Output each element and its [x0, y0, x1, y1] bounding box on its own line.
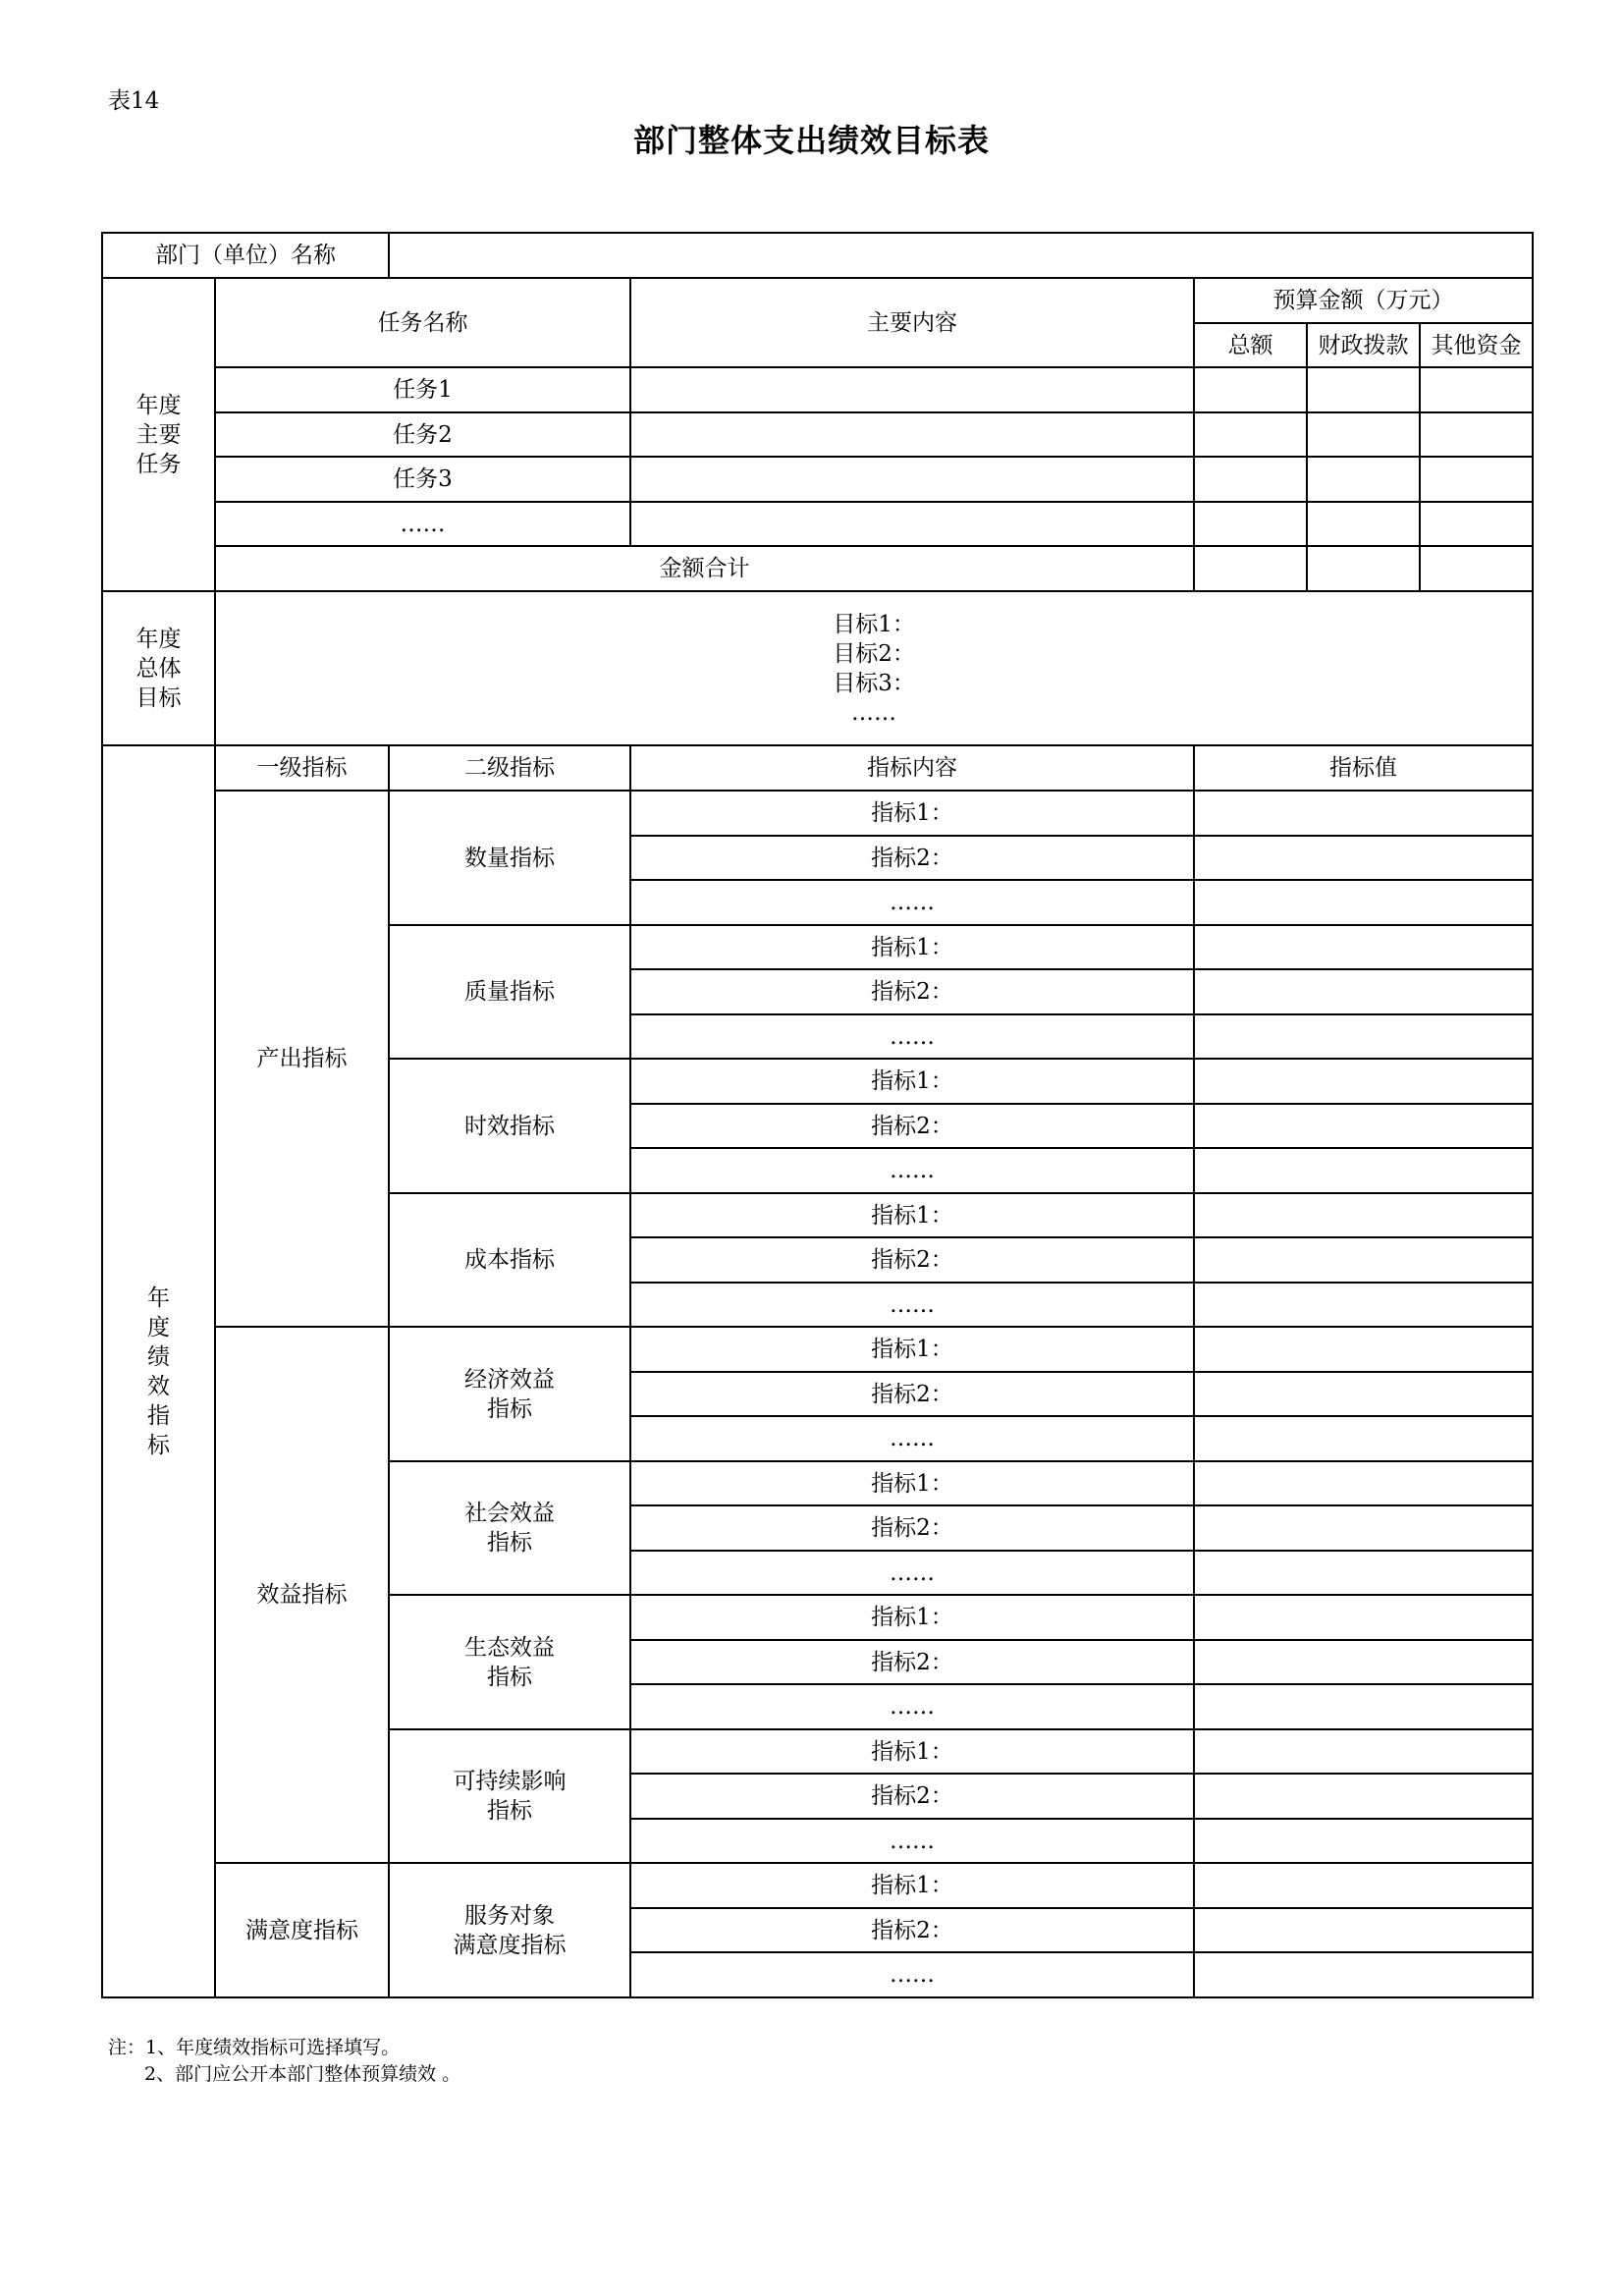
level2-indicator-line: 时效指标 [464, 1113, 555, 1139]
indicator-value-field[interactable] [1194, 1193, 1533, 1237]
task-other-field[interactable] [1420, 412, 1533, 457]
indicator-row [102, 1327, 1533, 1372]
indicator-content-field[interactable]: …… [630, 880, 1194, 925]
indicator-value-field[interactable] [1194, 880, 1533, 925]
indicator-value-field[interactable] [1194, 1104, 1533, 1148]
sum-label: 金额合计 [215, 546, 1194, 591]
level2-indicator-line: 指标 [487, 1664, 532, 1690]
note-2: 2、部门应公开本部门整体预算绩效 。 [144, 2063, 461, 2085]
table-number: 表14 [108, 88, 160, 114]
indicator-value-field[interactable] [1194, 1461, 1533, 1505]
indicator-row [102, 1863, 1533, 1908]
level1-indicator: 产出指标 [215, 791, 389, 1327]
level1-indicator: 效益指标 [215, 1327, 389, 1863]
section-annual-tasks-line: 主要 [135, 421, 182, 448]
indicator-content-field[interactable]: 指标1： [630, 1327, 1194, 1372]
section-annual-goals-line: 总体 [135, 655, 182, 682]
indicator-value-field[interactable] [1194, 1148, 1533, 1193]
task-row [102, 502, 1533, 546]
indicator-value-field[interactable] [1194, 791, 1533, 836]
header-main-content: 主要内容 [630, 278, 1194, 367]
indicator-value-field[interactable] [1194, 969, 1533, 1014]
level1-indicator: 满意度指标 [215, 1863, 389, 1997]
level2-indicator-line: 社会效益 [464, 1501, 555, 1526]
indicator-content-field[interactable]: 指标2： [630, 969, 1194, 1014]
level2-indicator [389, 1193, 630, 1327]
level2-indicator [389, 791, 630, 925]
sum-other-field[interactable] [1420, 546, 1533, 591]
indicator-value-field[interactable] [1194, 1952, 1533, 1997]
indicator-content-field[interactable]: …… [630, 1416, 1194, 1461]
indicator-content-field[interactable]: …… [630, 1551, 1194, 1595]
task-content-field[interactable] [630, 457, 1194, 502]
indicator-content-field[interactable]: 指标1： [630, 791, 1194, 836]
indicator-value-field[interactable] [1194, 1729, 1533, 1774]
section-annual-indicators-line: 标 [147, 1432, 170, 1458]
level2-indicator-line: 满意度指标 [453, 1932, 567, 1958]
indicator-value-field[interactable] [1194, 1416, 1533, 1461]
level2-indicator-line: 指标 [487, 1395, 532, 1422]
indicator-content-field[interactable]: 指标2： [630, 1908, 1194, 1952]
task-other-field[interactable] [1420, 457, 1533, 502]
task-row [102, 412, 1533, 457]
dept-row [102, 233, 1533, 278]
task-content-field[interactable] [630, 412, 1194, 457]
indicator-value-field[interactable] [1194, 1283, 1533, 1327]
indicator-content-field[interactable]: 指标2： [630, 1640, 1194, 1684]
level2-indicator [389, 1059, 630, 1193]
header-level2: 二级指标 [389, 745, 630, 791]
indicator-content-field[interactable]: 指标2： [630, 1372, 1194, 1416]
level2-indicator-line: 成本指标 [464, 1247, 555, 1273]
level2-indicator-line: 服务对象 [464, 1902, 555, 1929]
section-annual-indicators-line: 效 [147, 1373, 170, 1399]
header-fiscal: 财政拨款 [1307, 323, 1420, 367]
header-task-name: 任务名称 [215, 278, 630, 367]
task-name: 任务2 [215, 412, 630, 457]
section-annual-goals [102, 591, 215, 745]
indicator-content-field[interactable]: 指标1： [630, 1595, 1194, 1640]
indicator-value-field[interactable] [1194, 1505, 1533, 1551]
indicator-value-field[interactable] [1194, 1819, 1533, 1863]
indicator-value-field[interactable] [1194, 1595, 1533, 1640]
indicator-value-field[interactable] [1194, 925, 1533, 969]
goal-item: 目标2： [833, 640, 915, 667]
indicator-content-field[interactable]: 指标2： [630, 1104, 1194, 1148]
section-annual-tasks-line: 年度 [135, 392, 182, 418]
header-budget: 预算金额（万元） [1194, 278, 1533, 323]
goal-item: 目标1： [833, 611, 915, 637]
level2-indicator-line: 质量指标 [464, 979, 555, 1005]
note-1: 注：1、年度绩效指标可选择填写。 [108, 2037, 401, 2058]
level2-indicator-line: 可持续影响 [453, 1769, 567, 1794]
indicator-value-field[interactable] [1194, 1237, 1533, 1283]
indicator-content-field[interactable]: 指标2： [630, 1237, 1194, 1283]
level2-indicator [389, 1461, 630, 1595]
task-name: …… [215, 502, 630, 546]
indicator-content-field[interactable]: …… [630, 1819, 1194, 1863]
dept-name-label: 部门（单位）名称 [102, 233, 389, 278]
task-content-field[interactable] [630, 367, 1194, 412]
task-total-field[interactable] [1194, 412, 1307, 457]
task-total-field[interactable] [1194, 457, 1307, 502]
indicator-content-field[interactable]: 指标2： [630, 836, 1194, 880]
task-name: 任务1 [215, 367, 630, 412]
indicator-value-field[interactable] [1194, 1014, 1533, 1059]
indicator-value-field[interactable] [1194, 1908, 1533, 1952]
indicator-content-field[interactable]: …… [630, 1014, 1194, 1059]
level2-indicator-line: 指标 [487, 1530, 532, 1556]
task-name: 任务3 [215, 457, 630, 502]
indicator-content-field[interactable]: 指标1： [630, 925, 1194, 969]
indicator-value-field[interactable] [1194, 1372, 1533, 1416]
indicator-row [102, 791, 1533, 836]
section-annual-indicators-line: 指 [147, 1402, 170, 1429]
task-fiscal-field[interactable] [1307, 502, 1420, 546]
indicator-value-field[interactable] [1194, 1863, 1533, 1908]
level2-indicator [389, 1729, 630, 1863]
level2-indicator [389, 1595, 630, 1729]
level2-indicator-line: 指标 [487, 1798, 532, 1824]
task-total-field[interactable] [1194, 367, 1307, 412]
section-annual-goals-line: 年度 [135, 626, 182, 652]
header-other: 其他资金 [1420, 323, 1533, 367]
header-level1: 一级指标 [215, 745, 389, 791]
indicator-content-field[interactable]: …… [630, 1148, 1194, 1193]
indicator-content-field[interactable]: 指标1： [630, 1729, 1194, 1774]
task-row [102, 457, 1533, 502]
indicator-content-field[interactable]: 指标1： [630, 1461, 1194, 1505]
sum-total-field[interactable] [1194, 546, 1307, 591]
section-annual-tasks-line: 任务 [135, 451, 182, 477]
section-annual-tasks [102, 278, 215, 591]
section-annual-indicators [102, 745, 215, 1997]
level2-indicator-line: 数量指标 [464, 845, 555, 871]
indicator-value-field[interactable] [1194, 1327, 1533, 1372]
task-fiscal-field[interactable] [1307, 367, 1420, 412]
indicator-content-field[interactable]: 指标1： [630, 1059, 1194, 1104]
task-other-field[interactable] [1420, 502, 1533, 546]
indicator-value-field[interactable] [1194, 836, 1533, 880]
indicator-content-field[interactable]: 指标2： [630, 1774, 1194, 1819]
task-fiscal-field[interactable] [1307, 457, 1420, 502]
task-fiscal-field[interactable] [1307, 412, 1420, 457]
indicator-content-field[interactable]: …… [630, 1952, 1194, 1997]
indicator-content-field[interactable]: 指标1： [630, 1863, 1194, 1908]
notes [108, 2035, 460, 2088]
indicator-content-field[interactable]: …… [630, 1283, 1194, 1327]
indicator-content-field[interactable]: …… [630, 1684, 1194, 1729]
level2-indicator-line: 生态效益 [464, 1634, 555, 1661]
level2-indicator [389, 1327, 630, 1461]
indicator-value-field[interactable] [1194, 1684, 1533, 1729]
task-row [102, 367, 1533, 412]
indicator-value-field[interactable] [1194, 1774, 1533, 1819]
task-total-field[interactable] [1194, 502, 1307, 546]
goal-item: …… [851, 699, 897, 726]
level2-indicator [389, 925, 630, 1059]
indicator-value-field[interactable] [1194, 1640, 1533, 1684]
dept-name-field[interactable] [389, 233, 1533, 278]
section-annual-indicators-line: 年 [147, 1285, 170, 1311]
section-annual-goals-line: 目标 [135, 684, 182, 711]
header-indicator-content: 指标内容 [630, 745, 1194, 791]
goal-item: 目标3： [833, 670, 915, 696]
header-total: 总额 [1194, 323, 1307, 367]
level2-indicator [389, 1863, 630, 1997]
sum-fiscal-field[interactable] [1307, 546, 1420, 591]
section-annual-indicators-line: 绩 [147, 1343, 170, 1370]
performance-target-form [101, 232, 1534, 1998]
indicator-value-field[interactable] [1194, 1551, 1533, 1595]
page-title: 部门整体支出绩效目标表 [632, 122, 990, 159]
header-indicator-value: 指标值 [1194, 745, 1533, 791]
level2-indicator-line: 经济效益 [464, 1366, 555, 1393]
section-annual-indicators-line: 度 [147, 1314, 170, 1340]
task-other-field[interactable] [1420, 367, 1533, 412]
indicator-content-field[interactable]: 指标2： [630, 1505, 1194, 1551]
indicator-value-field[interactable] [1194, 1059, 1533, 1104]
goals-field[interactable] [215, 591, 1533, 745]
indicator-content-field[interactable]: 指标1： [630, 1193, 1194, 1237]
task-content-field[interactable] [630, 502, 1194, 546]
